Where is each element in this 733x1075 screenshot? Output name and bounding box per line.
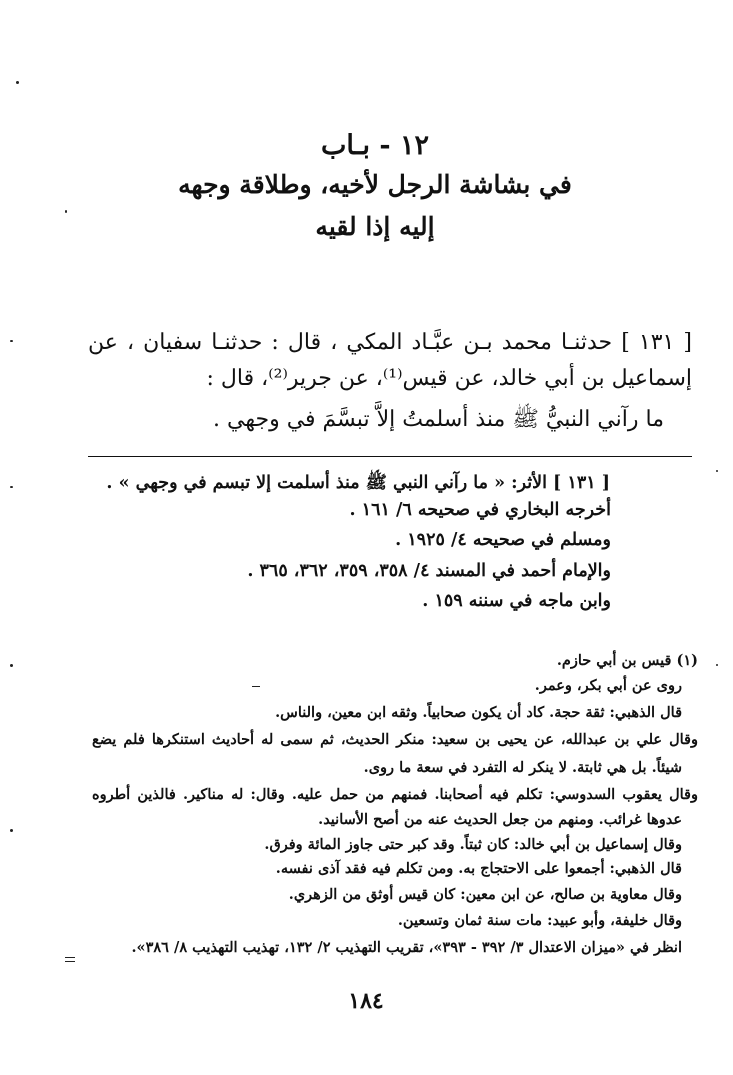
footnote-line-9: قال الذهبي: أجمعوا على الاحتجاج به. ومن تكلم فيه فقد آذى نفسه. bbox=[275, 860, 682, 877]
scan-speck bbox=[716, 470, 718, 472]
takhrij-line-3: ومسلم في صحيحه ٤/ ١٩٢٥ . bbox=[395, 530, 611, 550]
scan-speck bbox=[10, 829, 13, 832]
scan-mark bbox=[65, 961, 75, 962]
scan-mark bbox=[65, 957, 75, 958]
scan-mark bbox=[252, 686, 260, 687]
footnote-line-11: وقال خليفة، وأبو عبيد: مات سنة ثمان وتسعين. bbox=[397, 912, 682, 929]
scan-speck bbox=[10, 664, 13, 667]
footnote-line-2: روى عن أبي بكر، وعمر. bbox=[534, 677, 682, 694]
hadith-text-line-1: [ ١٣١ ] حدثنـا محمد بـن عبَّـاد المكي ، قال : حدثنـا سفيان ، عن bbox=[88, 330, 692, 355]
chapter-title-line-2: إليه إذا لقيه bbox=[315, 212, 435, 241]
chapter-title-line-1: في بشاشة الرجل لأخيه، وطلاقة وجهه bbox=[178, 170, 572, 199]
page-number: ١٨٤ bbox=[348, 988, 384, 1014]
scan-speck bbox=[65, 210, 67, 213]
footnote-line-3: قال الذهبي: ثقة حجة. كاد أن يكون صحابياً. وثقه ابن معين، والناس. bbox=[275, 704, 682, 721]
scan-speck bbox=[16, 81, 19, 84]
footnote-line-6: وقال يعقوب السدوسي: تكلم فيه أصحابنا. فمنهم من حمل عليه. وقال: له مناكير. فالذين أطروه bbox=[92, 786, 698, 803]
footnote-line-8: وقال إسماعيل بن أبي خالد: كان ثبتاً. وقد كبر حتى جاوز المائة وفرق. bbox=[264, 836, 682, 853]
takhrij-line-4: والإمام أحمد في المسند ٤/ ٣٥٨، ٣٥٩، ٣٦٢، ٣٦٥ . bbox=[247, 561, 611, 581]
scan-speck bbox=[716, 664, 718, 666]
takhrij-line-1: [ ١٣١ ] الأثر: « ما رآني النبي ﷺ منذ أسلمت إلا تبسم في وجهي » . bbox=[106, 473, 610, 493]
footnote-line-7: عدوها غرائب. ومنهم من جعل الحديث عنه من أصح الأسانيد. bbox=[318, 811, 682, 828]
hadith-text-line-2: إسماعيل بن أبي خالد، عن قيس⁽¹⁾، عن جرير⁽²⁾، قال : bbox=[206, 366, 692, 391]
footnote-line-4: وقال علي بن عبدالله، عن يحيى بن سعيد: منكر الحديث، ثم سمى له أحاديث استنكرها فلم يضع bbox=[92, 731, 698, 748]
footnote-line-1: (١) قيس بن أبي حازم. bbox=[556, 652, 698, 669]
scan-speck bbox=[10, 486, 13, 488]
separator-rule bbox=[88, 456, 692, 457]
chapter-number-title: ١٢ - بـاب bbox=[320, 130, 430, 161]
scan-speck bbox=[10, 340, 13, 342]
takhrij-line-2: أخرجه البخاري في صحيحه ٦/ ١٦١ . bbox=[349, 500, 611, 520]
footnote-line-10: وقال معاوية بن صالح، عن ابن معين: كان قيس أوثق من الزهري. bbox=[288, 886, 682, 903]
takhrij-line-5: وابن ماجه في سننه ١٥٩ . bbox=[422, 591, 611, 611]
hadith-text-line-3: ما رآني النبيُّ ﷺ منذ أسلمتُ إلاَّ تبسَّمَ في وجهي . bbox=[213, 407, 664, 432]
footnote-line-5: شيئاً. بل هي ثابتة. لا ينكر له التفرد في سعة ما روى. bbox=[363, 759, 682, 776]
footnote-line-12: انظر في «ميزان الاعتدال ٣/ ٣٩٢ - ٣٩٣»، تقريب التهذيب ٢/ ١٣٢، تهذيب التهذيب ٨/ ٣٨٦». bbox=[131, 939, 682, 956]
